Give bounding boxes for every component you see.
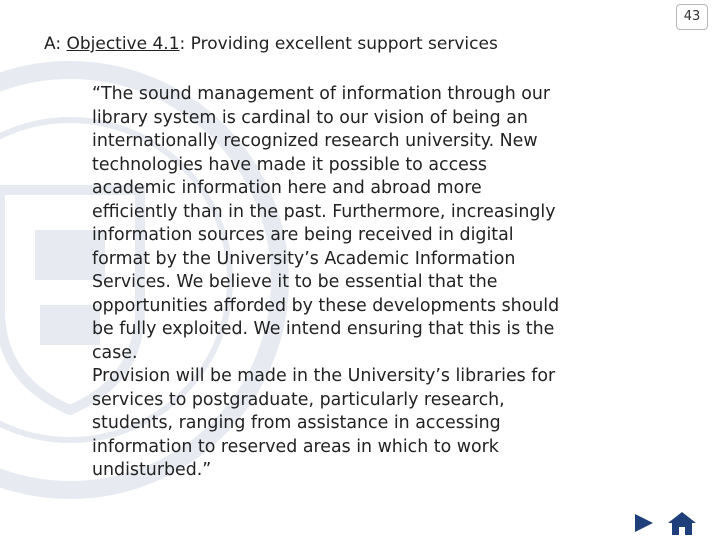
slide-navigation bbox=[624, 508, 714, 540]
body-line: information sources are being received in digital bbox=[92, 225, 514, 245]
body-line: technologies have made it possible to access bbox=[92, 154, 487, 175]
body-line: academic information here and abroad more bbox=[92, 178, 482, 198]
body-line: students, ranging from assistance in accessing bbox=[92, 413, 501, 433]
body-line: “The sound management of information through our bbox=[92, 84, 551, 104]
body-line: be fully exploited. We intend ensuring that this is the bbox=[92, 319, 555, 339]
body-line: information to reserved areas in which to work bbox=[92, 436, 499, 457]
body-line: services to postgraduate, particularly research, bbox=[92, 389, 505, 410]
body-line: efficiently than in the past. Furthermore, increasingly bbox=[92, 201, 556, 222]
title-rest: : Providing excellent support services bbox=[179, 34, 498, 54]
body-line: opportunities afforded by these developments should bbox=[92, 295, 560, 316]
body-line: Provision will be made in the University’s libraries for bbox=[92, 366, 556, 386]
quote-body bbox=[92, 83, 692, 483]
body-line: internationally recognized research university. New bbox=[92, 131, 538, 151]
title-objective-link[interactable]: Objective 4.1 bbox=[66, 34, 180, 54]
slide-number: 43 bbox=[676, 4, 708, 30]
home-button[interactable] bbox=[664, 508, 700, 538]
play-arrow-icon bbox=[626, 508, 662, 538]
title-prefix: A: bbox=[44, 34, 67, 54]
slide-title bbox=[44, 34, 498, 54]
body-line: Services. We believe it to be essential that the bbox=[92, 272, 498, 292]
next-slide-button[interactable] bbox=[626, 508, 662, 538]
body-line: undisturbed.” bbox=[92, 460, 212, 480]
body-line: case. bbox=[92, 342, 138, 363]
body-line: format by the University’s Academic Information bbox=[92, 248, 516, 269]
body-line: library system is cardinal to our vision of being an bbox=[92, 107, 528, 128]
house-icon bbox=[664, 508, 700, 538]
